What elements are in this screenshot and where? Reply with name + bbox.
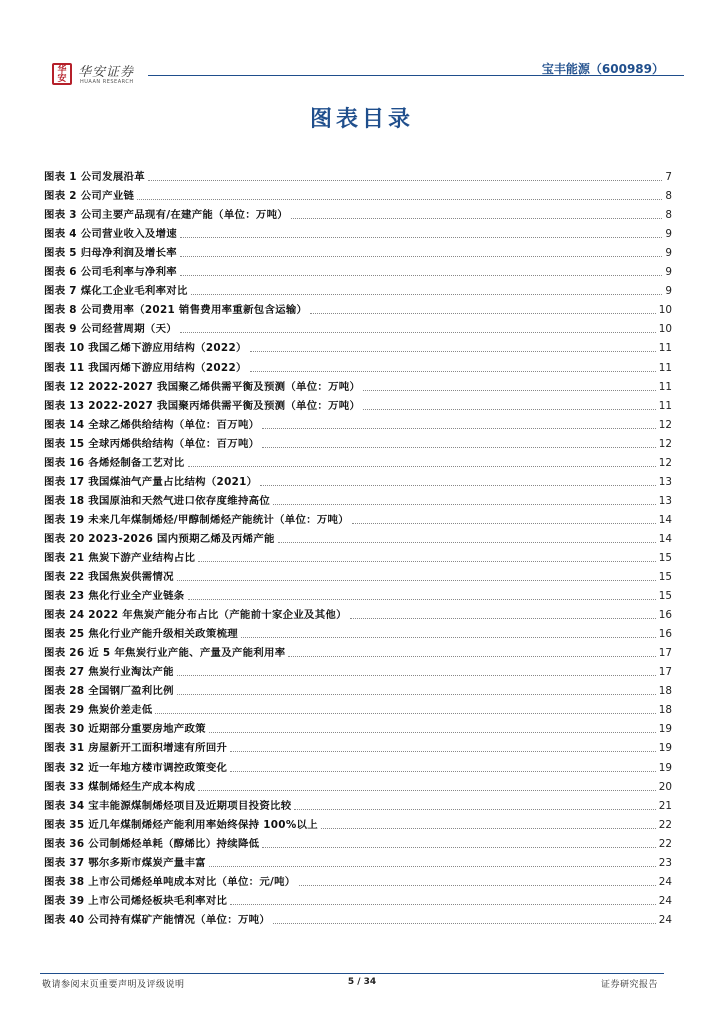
- toc-leader-dots: [363, 390, 656, 391]
- toc-entry-label: 图表 29 焦炭价差走低: [44, 704, 153, 717]
- toc-entry-label: 图表 28 全国钢厂盈利比例: [44, 685, 174, 698]
- toc-entry-page: 8: [665, 190, 672, 203]
- toc-entry-page: 11: [658, 399, 672, 412]
- toc-entry-label: 图表 27 焦炭行业淘汰产能: [44, 666, 174, 679]
- toc-entry-page: 16: [658, 628, 672, 641]
- toc-entry-label: 图表 33 煤制烯烃生产成本构成: [44, 780, 196, 793]
- toc-entry-page: 18: [658, 704, 672, 717]
- toc-entry-label: 图表 24 2022 年焦炭产能分布占比（产能前十家企业及其他）: [44, 609, 347, 622]
- toc-entry[interactable]: [44, 736, 672, 755]
- toc-entry-page: 14: [658, 513, 672, 526]
- toc-entry[interactable]: [44, 870, 672, 889]
- toc-leader-dots: [260, 485, 655, 486]
- toc-leader-dots: [363, 409, 656, 410]
- toc-entry[interactable]: [44, 413, 672, 432]
- toc-entry-page: 11: [658, 342, 672, 355]
- toc-entry[interactable]: [44, 660, 672, 679]
- footer-report-type: 证券研究报告: [600, 980, 658, 990]
- toc-entry-label: 图表 16 各烯烃制备工艺对比: [44, 456, 185, 469]
- toc-entry[interactable]: [44, 717, 672, 736]
- toc-entry-page: 24: [658, 875, 672, 888]
- toc-leader-dots: [273, 923, 656, 924]
- toc-entry-label: 图表 32 近一年地方楼市调控政策变化: [44, 761, 228, 774]
- footer-disclaimer: 敬请参阅末页重要声明及评级说明: [42, 980, 185, 990]
- toc-entry[interactable]: [44, 755, 672, 774]
- toc-entry[interactable]: [44, 222, 672, 241]
- toc-entry-page: 11: [658, 380, 672, 393]
- toc-entry[interactable]: [44, 584, 672, 603]
- toc-entry-page: 12: [658, 456, 672, 469]
- toc-entry[interactable]: [44, 813, 672, 832]
- toc-entry[interactable]: [44, 317, 672, 336]
- toc-entry-label: 图表 23 焦化行业全产业链条: [44, 590, 185, 603]
- toc-entry-label: 图表 20 2023-2026 国内预期乙烯及丙烯产能: [44, 532, 275, 545]
- toc-leader-dots: [188, 466, 656, 467]
- toc-leader-dots: [250, 371, 656, 372]
- toc-entry[interactable]: [44, 908, 672, 927]
- toc-leader-dots: [230, 904, 656, 905]
- toc-entry-label: 图表 37 鄂尔多斯市煤炭产量丰富: [44, 856, 206, 869]
- toc-entry-label: 图表 9 公司经营周期（天）: [44, 323, 177, 336]
- toc-entry-label: 图表 25 焦化行业产能升级相关政策梳理: [44, 628, 238, 641]
- toc-leader-dots: [262, 447, 655, 448]
- toc-entry-page: 13: [658, 475, 672, 488]
- toc-entry-label: 图表 22 我国焦炭供需情况: [44, 571, 174, 584]
- toc-entry-page: 19: [658, 761, 672, 774]
- toc-leader-dots: [180, 332, 656, 333]
- toc-leader-dots: [288, 656, 655, 657]
- toc-entry-page: 21: [658, 799, 672, 812]
- toc-entry-label: 图表 1 公司发展沿革: [44, 171, 145, 184]
- toc-entry-label: 图表 4 公司营业收入及增速: [44, 228, 177, 241]
- toc-entry[interactable]: [44, 203, 672, 222]
- toc-leader-dots: [278, 542, 656, 543]
- toc-entry[interactable]: [44, 375, 672, 394]
- toc-entry-label: 图表 2 公司产业链: [44, 190, 135, 203]
- toc-entry[interactable]: [44, 698, 672, 717]
- toc-entry[interactable]: [44, 432, 672, 451]
- toc-entry[interactable]: [44, 546, 672, 565]
- toc-entry-label: 图表 12 2022-2027 我国聚乙烯供需平衡及预测（单位：万吨）: [44, 380, 361, 393]
- toc-entry-label: 图表 14 全球乙烯供给结构（单位：百万吨）: [44, 418, 260, 431]
- toc-entry-page: 9: [665, 266, 672, 279]
- toc-leader-dots: [352, 523, 656, 524]
- table-of-figures: [44, 165, 672, 927]
- toc-entry-page: 19: [658, 742, 672, 755]
- toc-leader-dots: [188, 599, 656, 600]
- toc-entry-page: 8: [665, 209, 672, 222]
- toc-entry[interactable]: [44, 794, 672, 813]
- toc-entry[interactable]: [44, 889, 672, 908]
- toc-entry-page: 9: [665, 247, 672, 260]
- toc-leader-dots: [148, 180, 662, 181]
- toc-entry-page: 15: [658, 571, 672, 584]
- toc-entry[interactable]: [44, 603, 672, 622]
- toc-entry-label: 图表 38 上市公司烯烃单吨成本对比（单位：元/吨）: [44, 875, 296, 888]
- toc-leader-dots: [262, 428, 655, 429]
- huaan-logo-subtext: HUAAN RESEARCH: [80, 79, 134, 85]
- toc-leader-dots: [198, 561, 656, 562]
- toc-entry[interactable]: [44, 851, 672, 870]
- toc-entry-label: 图表 26 近 5 年焦炭行业产能、产量及产能利用率: [44, 647, 286, 660]
- toc-leader-dots: [350, 618, 656, 619]
- toc-entry-label: 图表 18 我国原油和天然气进口依存度维持高位: [44, 494, 271, 507]
- toc-entry-page: 9: [665, 228, 672, 241]
- toc-entry-page: 24: [658, 913, 672, 926]
- toc-leader-dots: [198, 790, 656, 791]
- toc-entry-label: 图表 10 我国乙烯下游应用结构（2022）: [44, 342, 247, 355]
- toc-entry-label: 图表 11 我国丙烯下游应用结构（2022）: [44, 361, 247, 374]
- toc-leader-dots: [191, 294, 663, 295]
- toc-entry-page: 15: [658, 551, 672, 564]
- toc-entry-page: 10: [658, 304, 672, 317]
- toc-leader-dots: [241, 637, 656, 638]
- toc-entry-page: 14: [658, 532, 672, 545]
- toc-entry-page: 12: [658, 418, 672, 431]
- toc-entry-label: 图表 15 全球丙烯供给结构（单位：百万吨）: [44, 437, 260, 450]
- toc-entry-page: 20: [658, 780, 672, 793]
- toc-entry[interactable]: [44, 470, 672, 489]
- toc-entry[interactable]: [44, 679, 672, 698]
- huaan-logo-seal: 华安: [52, 63, 72, 85]
- toc-entry[interactable]: [44, 775, 672, 794]
- toc-entry[interactable]: [44, 527, 672, 546]
- toc-leader-dots: [209, 732, 656, 733]
- toc-entry[interactable]: [44, 508, 672, 527]
- toc-leader-dots: [294, 809, 655, 810]
- toc-entry-page: 24: [658, 894, 672, 907]
- toc-entry-label: 图表 8 公司费用率（2021 销售费用率重新包含运输）: [44, 304, 308, 317]
- toc-leader-dots: [321, 828, 656, 829]
- page-header: [40, 58, 684, 98]
- toc-entry-label: 图表 19 未来几年煤制烯烃/甲醇制烯烃产能统计（单位：万吨）: [44, 513, 349, 526]
- toc-entry-page: 10: [658, 323, 672, 336]
- toc-entry-page: 12: [658, 437, 672, 450]
- toc-entry[interactable]: [44, 279, 672, 298]
- toc-entry-label: 图表 30 近期部分重要房地产政策: [44, 723, 206, 736]
- toc-leader-dots: [262, 847, 655, 848]
- toc-entry[interactable]: [44, 394, 672, 413]
- toc-entry[interactable]: [44, 451, 672, 470]
- toc-leader-dots: [273, 504, 656, 505]
- toc-entry-page: 18: [658, 685, 672, 698]
- toc-leader-dots: [180, 237, 662, 238]
- toc-entry-page: 19: [658, 723, 672, 736]
- toc-leader-dots: [177, 675, 656, 676]
- toc-leader-dots: [209, 866, 656, 867]
- toc-leader-dots: [291, 218, 662, 219]
- toc-entry-page: 16: [658, 609, 672, 622]
- toc-entry-page: 22: [658, 818, 672, 831]
- toc-entry[interactable]: [44, 165, 672, 184]
- toc-entry-page: 13: [658, 494, 672, 507]
- toc-entry-label: 图表 39 上市公司烯烃板块毛利率对比: [44, 894, 228, 907]
- huaan-logo-text: 华安证券: [78, 65, 135, 80]
- toc-entry-page: 15: [658, 590, 672, 603]
- toc-entry[interactable]: [44, 565, 672, 584]
- toc-entry-label: 图表 3 公司主要产品现有/在建产能（单位：万吨）: [44, 209, 288, 222]
- toc-entry-page: 7: [665, 171, 672, 184]
- toc-leader-dots: [310, 313, 656, 314]
- toc-leader-dots: [230, 771, 656, 772]
- toc-leader-dots: [250, 351, 656, 352]
- toc-leader-dots: [177, 694, 656, 695]
- toc-entry-label: 图表 40 公司持有煤矿产能情况（单位：万吨）: [44, 913, 271, 926]
- toc-leader-dots: [137, 199, 662, 200]
- toc-entry-page: 17: [658, 666, 672, 679]
- toc-entry[interactable]: [44, 260, 672, 279]
- page-number: 5 / 34: [347, 977, 377, 987]
- toc-entry[interactable]: [44, 241, 672, 260]
- company-name: 宝丰能源（600989）: [541, 62, 664, 76]
- toc-entry[interactable]: [44, 336, 672, 355]
- toc-entry-label: 图表 5 归母净利润及增长率: [44, 247, 177, 260]
- toc-entry-label: 图表 17 我国煤油气产量占比结构（2021）: [44, 475, 258, 488]
- toc-leader-dots: [155, 713, 655, 714]
- toc-entry-page: 11: [658, 361, 672, 374]
- toc-entry[interactable]: [44, 298, 672, 317]
- footer-divider: [40, 973, 664, 974]
- toc-leader-dots: [177, 580, 656, 581]
- toc-entry-label: 图表 6 公司毛利率与净利率: [44, 266, 177, 279]
- toc-entry[interactable]: [44, 622, 672, 641]
- page-title: 图表目录: [309, 107, 414, 132]
- toc-entry-page: 22: [658, 837, 672, 850]
- toc-entry-label: 图表 21 焦炭下游产业结构占比: [44, 551, 196, 564]
- toc-entry[interactable]: [44, 489, 672, 508]
- toc-entry[interactable]: [44, 184, 672, 203]
- toc-leader-dots: [299, 885, 656, 886]
- toc-entry-label: 图表 35 近几年煤制烯烃产能利用率始终保持 100%以上: [44, 818, 318, 831]
- toc-entry-page: 17: [658, 647, 672, 660]
- toc-entry-label: 图表 7 煤化工企业毛利率对比: [44, 285, 188, 298]
- toc-entry-label: 图表 13 2022-2027 我国聚丙烯供需平衡及预测（单位：万吨）: [44, 399, 361, 412]
- toc-entry[interactable]: [44, 641, 672, 660]
- toc-leader-dots: [180, 256, 662, 257]
- toc-entry-page: 9: [665, 285, 672, 298]
- toc-entry[interactable]: [44, 355, 672, 374]
- toc-leader-dots: [230, 751, 656, 752]
- toc-entry-label: 图表 36 公司制烯烃单耗（醇烯比）持续降低: [44, 837, 260, 850]
- toc-leader-dots: [180, 275, 662, 276]
- toc-entry[interactable]: [44, 832, 672, 851]
- toc-entry-label: 图表 34 宝丰能源煤制烯烃项目及近期项目投资比较: [44, 799, 292, 812]
- toc-entry-page: 23: [658, 856, 672, 869]
- toc-entry-label: 图表 31 房屋新开工面积增速有所回升: [44, 742, 228, 755]
